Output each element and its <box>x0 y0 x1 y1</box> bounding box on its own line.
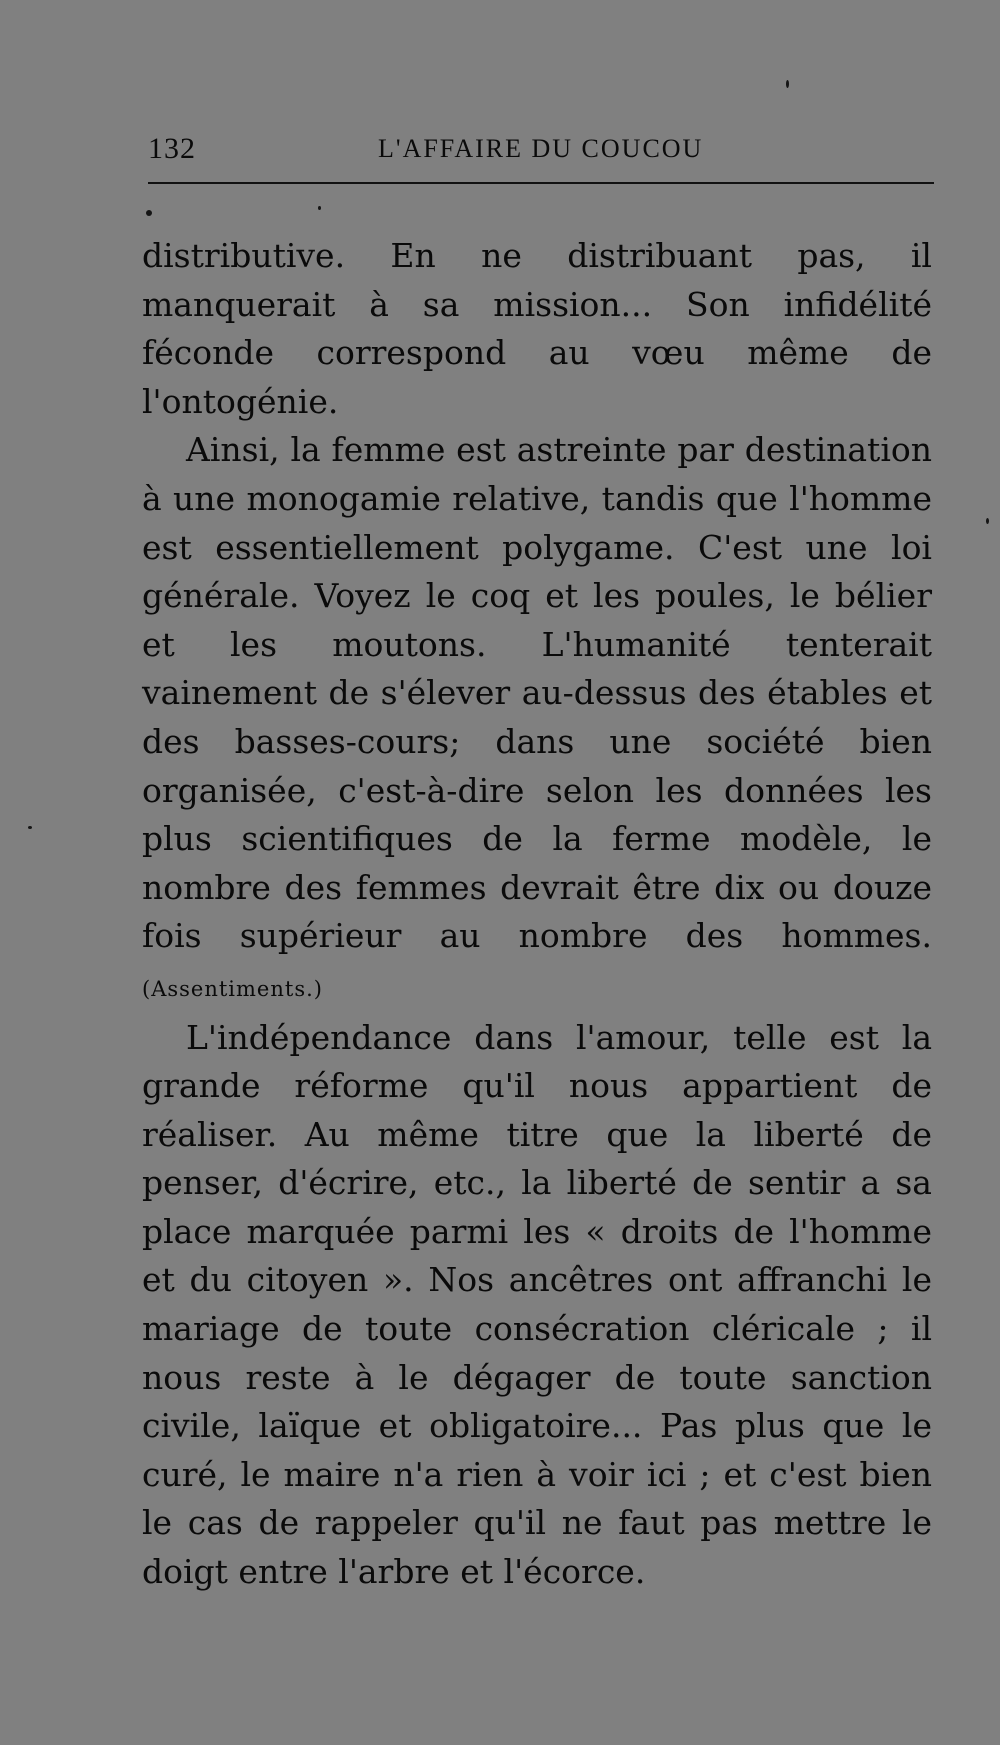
page-header <box>148 132 934 172</box>
paragraph-3-text: L'indépendance dans l'amour, telle est la grande réforme qu'il nous appartient de réaliser. Au même titre que la liberté de penser, d'écrire, etc., la liberté de sentir a sa place marquée parmi les « droits de l'homme et du citoyen ». Nos ancêtres ont affranchi le mariage de toute consécration cléricale ; il nous reste à le dégager de toute sanction civile, laïque et obligatoire... Pas plus que le curé, le maire n'a rien à voir ici ; et c'est bien le cas de rappeler qu'il ne faut pas mettre le doigt entre l'arbre et l'écorce. <box>142 1017 932 1592</box>
header-rule <box>148 182 934 184</box>
scan-speck <box>318 206 321 210</box>
scan-speck <box>986 518 989 524</box>
paragraph-1 <box>142 232 932 426</box>
running-title: L'AFFAIRE DU COUCOU <box>378 134 704 163</box>
body-text <box>142 232 932 1597</box>
paragraph-3 <box>142 1014 932 1597</box>
scan-speck <box>146 210 152 216</box>
scan-speck <box>28 826 32 829</box>
paragraph-2-text: Ainsi, la femme est astreinte par destination à une monogamie relative, tandis que l'homme est essentiellement polygame. C'est une loi générale. Voyez le coq et les poules, le bélier et les moutons. L'humanité tenterait vainement de s'élever au-dessus des étables et des basses-cours; dans une société bien organisée, c'est-à-dire selon les données les plus scientifiques de la ferme modèle, le nombre des femmes devrait être dix ou douze fois supérieur au nombre des hommes. <box>142 430 932 956</box>
stage-direction: (Assentiments.) <box>142 976 323 1001</box>
scan-speck <box>786 80 789 88</box>
paragraph-2 <box>142 426 932 1013</box>
page-number: 132 <box>148 132 196 165</box>
paragraph-1-text: distributive. En ne distribuant pas, il manquerait à sa mission... Son infidélité féconde correspond au vœu même de l'ontogénie. <box>142 236 932 421</box>
